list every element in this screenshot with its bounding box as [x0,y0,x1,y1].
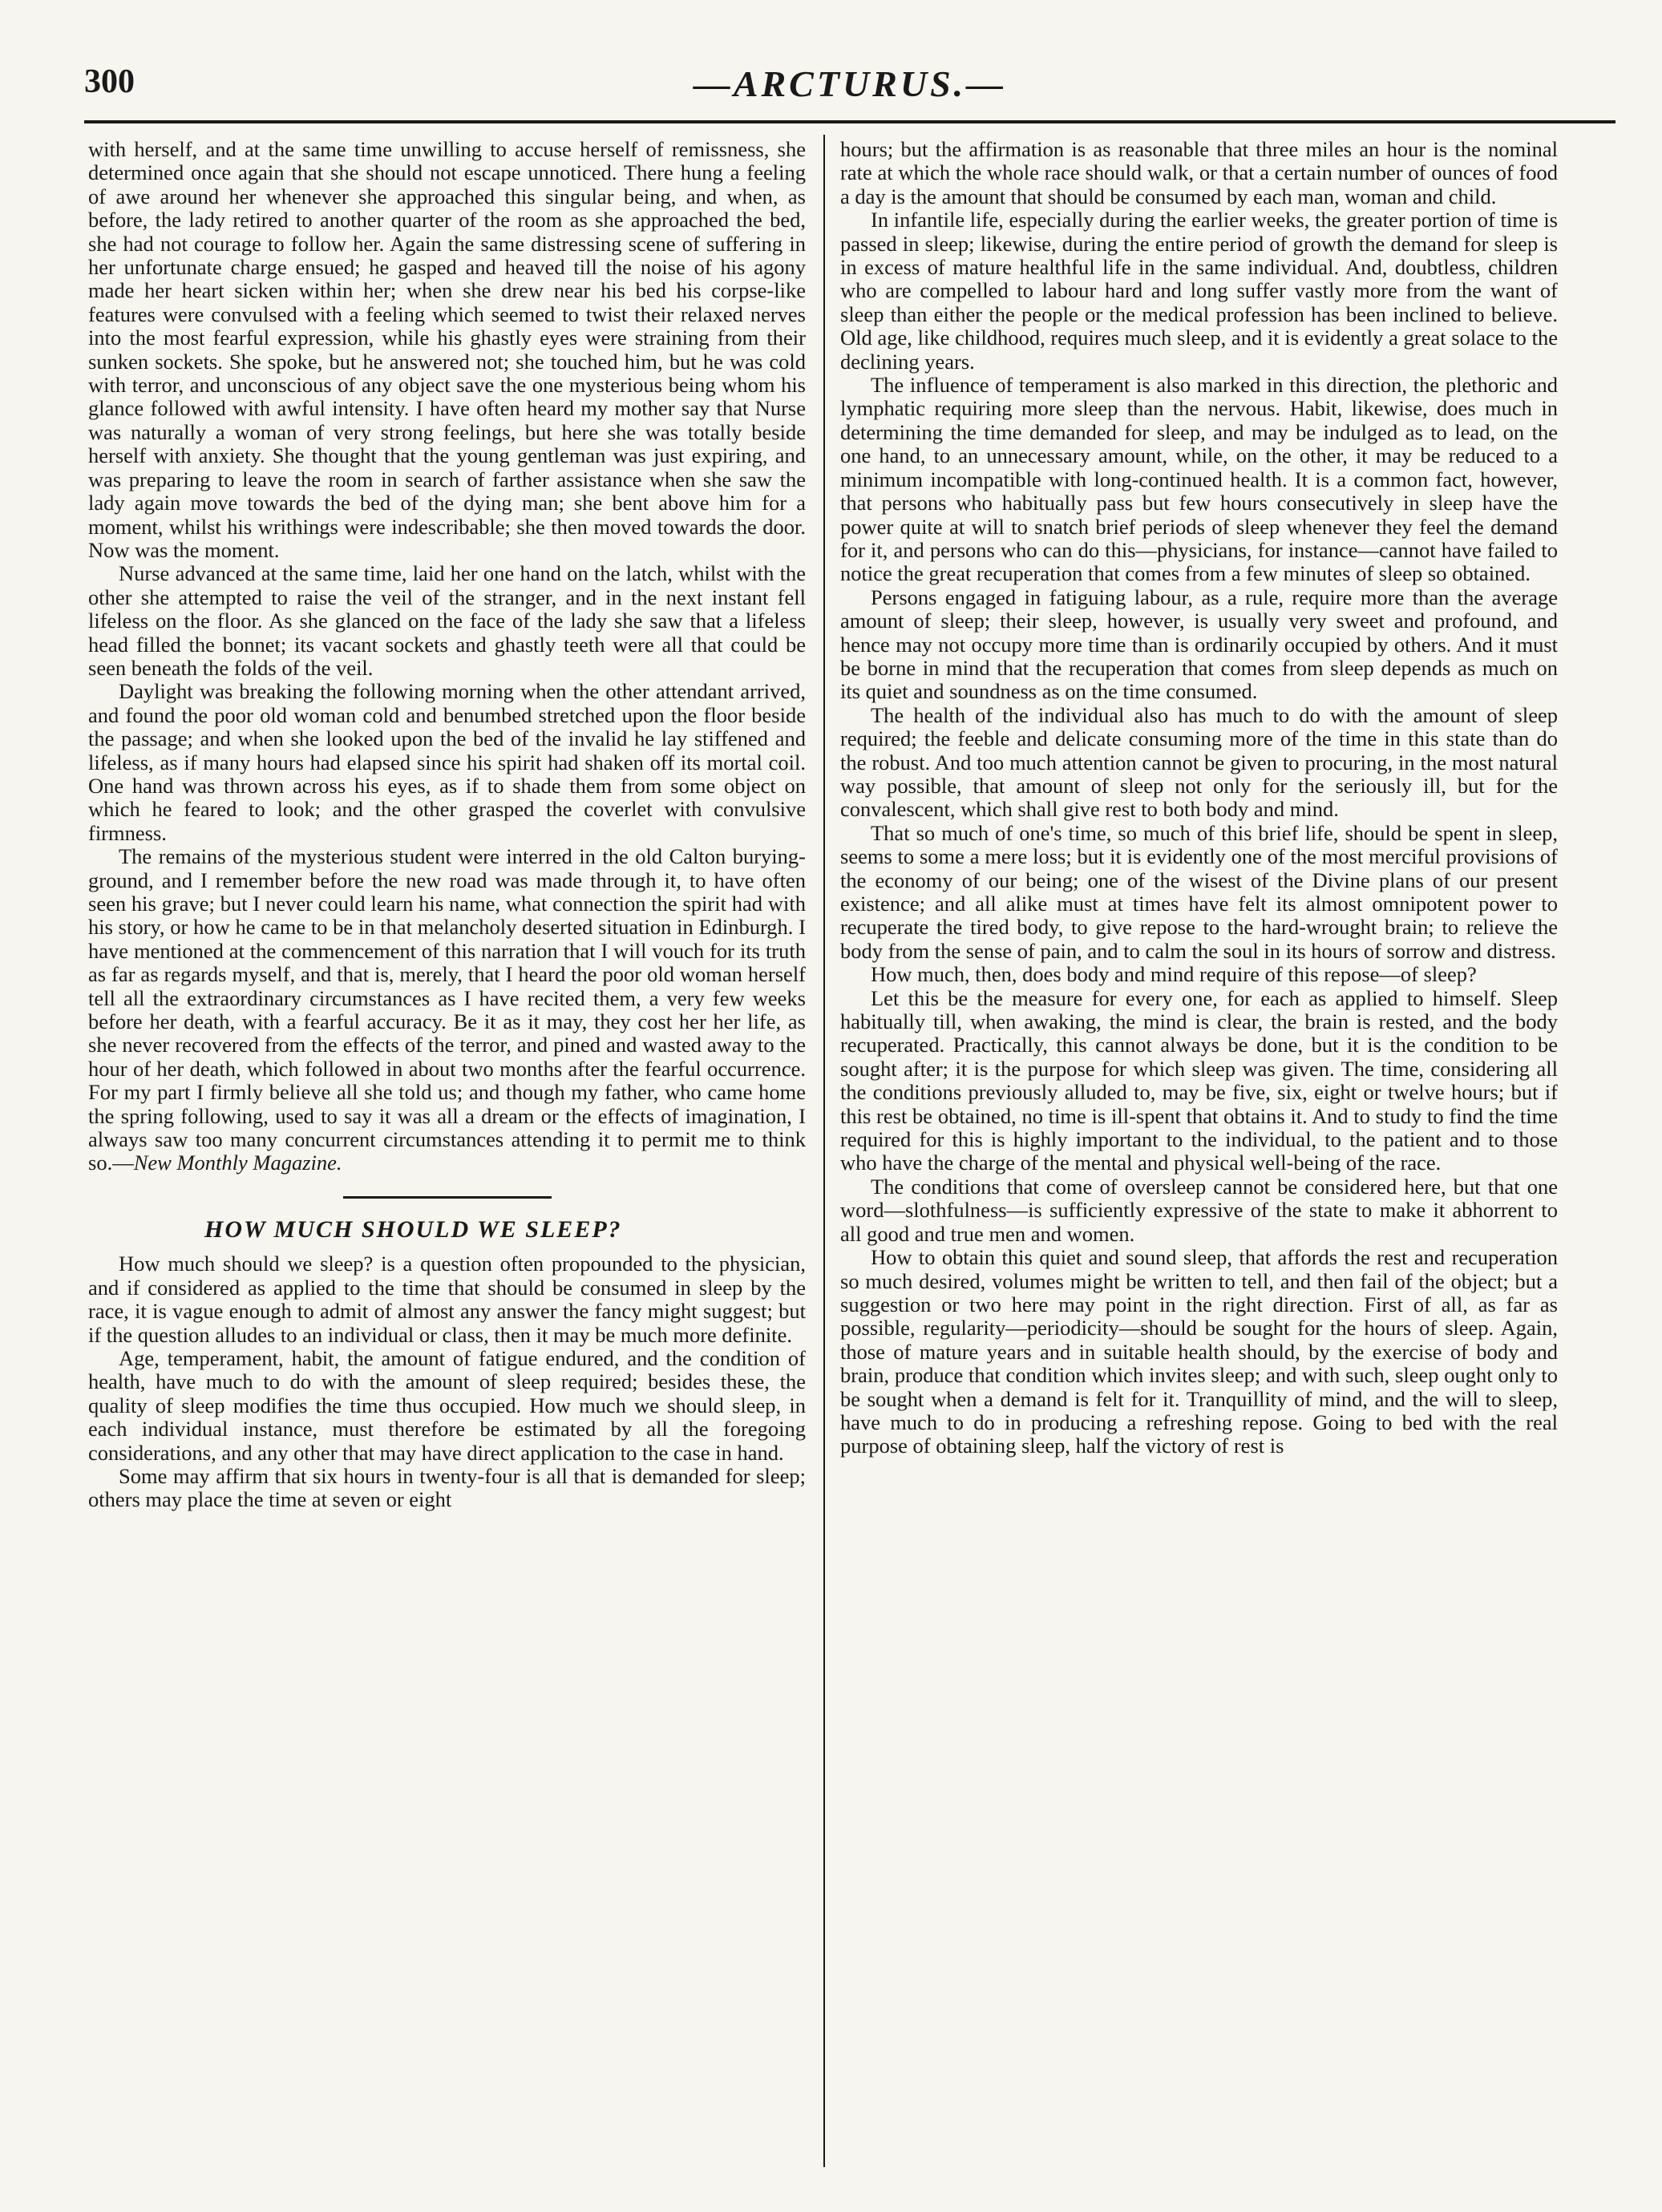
story-source: New Monthly Magazine. [133,1150,342,1175]
story-paragraph: with herself, and at the same time unwilling to accuse herself of remissness, she determined once again that she should not escape unnoticed. There hung a feeling of awe around her whenever she approached this singular being, and when, as before, the lady retired to another quarter of the room as she approached the bed, she had not courage to follow her. Again the same distressing scene of suffering in her unfortunate charge ensued; he gasped and heaved till the noise of his agony made her heart sicken within her; when she drew near his bed his corpse-like features were convulsed with a feeling which seemed to twist their relaxed nerves into the most fearful expression, while his ghastly eyes were straining from their sunken sockets. She spoke, but he answered not; she touched him, but he was cold with terror, and unconscious of any object save the one mysterious being whom his glance followed with awful intensity. I have often heard my mother say that Nurse was naturally a woman of very strong feelings, but here she was totally beside herself with anxiety. She thought that the young gentleman was just expiring, and was preparing to leave the room in search of farther assistance when she saw the lady again move towards the bed of the dying man; she bent above him for a moment, whilst his writhings were indescribable; she then moved towards the door. Now was the moment. [88,137,806,562]
left-column [88,138,806,1512]
story-paragraph-text: The remains of the mysterious student were interred in the old Calton burying-ground, and I remember before the new road was made through it, to have often seen his grave; but I never could learn his name, what connection the spirit had with his story, or how he came to be in that melancholy deserted situation in Edinburgh. I have mentioned at the commencement of this narration that I will vouch for its truth as far as regards myself, and that is, merely, that I heard the poor old woman herself tell all the extraordinary circumstances as I have recited them, a very few weeks before her death, with a fearful accuracy. Be it as it may, they cost her her life, as she never recovered from the effects of the terror, and pined and wasted away to the hour of her death, which followed in about two months after the fearful occurrence. For my part I firmly believe all she told us; and though my father, who came home the spring following, used to say it was all a dream or the effects of imagination, I always saw too many concurrent circumstances attending it to permit me to think so.— [88,844,806,1175]
essay-paragraph: How much should we sleep? is a question often propounded to the physician, and if considered as applied to the time that should be consumed in sleep by the race, it is vague enough to admit of almost any answer the fancy might suggest; but if the question alludes to an individual or class, then it may be much more definite. [88,1252,806,1347]
section-divider [343,1196,552,1199]
column-divider [823,135,825,2167]
essay-paragraph: Age, temperament, habit, the amount of fatigue endured, and the condition of health, have much to do with the amount of sleep required; besides these, the quality of sleep modifies the time thus occupied. How much we should sleep, in each individual instance, must therefore be estimated by all the foregoing considerations, and any other that may have direct application to the case in hand. [88,1345,806,1465]
page-number: 300 [84,63,135,100]
story-paragraph: Daylight was breaking the following morning when the other attendant arrived, and found the poor old woman cold and benumbed stretched upon the floor beside the passage; and when she looked upon the bed of the invalid he lay stiffened and lifeless, as if many hours had elapsed since his spirit had shaken off its mortal coil. One hand was thrown across his eyes, as if to shade them from some object on which he feared to look; and the other grasped the coverlet with convulsive firmness. [88,679,806,845]
right-column [840,138,1558,1458]
header-rule [84,120,1615,123]
running-head: —ARCTURUS.— [693,63,1007,104]
essay-paragraph: Some may affirm that six hours in twenty-four is all that is demanded for sleep; others may place the time at seven or eight [88,1463,806,1512]
essay-paragraph: The conditions that come of oversleep cannot be considered here, but that one word—slothfulness—is sufficiently expressive of the state to make it abhorrent to all good and true men and women. [840,1174,1558,1246]
essay-paragraph: How to obtain this quiet and sound sleep, that affords the rest and recuperation so much desired, volumes might be written to tell, and then fail of the object; but a suggestion or two here may point in the right direction. First of all, as far as possible, regularity—periodicity—should be sought for the hours of sleep. Again, those of mature years and in suitable health should, by the exercise of body and brain, produce that condition which invites sleep; and with such, sleep ought only to be sought when a demand is felt for it. Tranquillity of mind, and the will to sleep, have much to do in producing a refreshing repose. Going to bed with the real purpose of obtaining sleep, half the victory of rest is [840,1245,1558,1458]
essay-paragraph: Persons engaged in fatiguing labour, as a rule, require more than the average amount of sleep; their sleep, however, is usually very sweet and profound, and hence may not occupy more time than is ordinarily occupied by others. And it must be borne in mind that the recuperation that comes from sleep depends as much on its quiet and soundness as on the time consumed. [840,584,1558,704]
story-final-paragraph [88,845,806,1175]
essay-paragraph: The influence of temperament is also marked in this direction, the plethoric and lymphatic requiring more sleep than the nervous. Habit, likewise, does much in determining the time demanded for sleep, and may be indulged as to lead, on the one hand, to an unnecessary amount, while, on the other, it may be reduced to a minimum incompatible with long-continued health. It is a common fact, however, that persons who habitually pass but few hours consecutively in sleep have the power quite at will to snatch brief periods of sleep whenever they feel the demand for it, and persons who can do this—physicians, for instance—cannot have failed to notice the great recuperation that comes from a few minutes of sleep so obtained. [840,373,1558,586]
essay-paragraph: The health of the individual also has much to do with the amount of sleep required; the feeble and delicate consuming more of the time in this state than do the robust. And too much attention cannot be given to procuring, in the most natural way possible, that amount of sleep not only for the seriously ill, but for the convalescent, which shall give rest to both body and mind. [840,702,1558,822]
essay-paragraph: How much, then, does body and mind require of this repose—of sleep? [871,962,1477,987]
essay-paragraph: Let this be the measure for every one, for each as applied to himself. Sleep habitually till, when awaking, the mind is clear, the brain is rested, and the body recuperated. Practically, this cannot always be done, but it is the condition to be sought after; it is the purpose for which sleep was given. The time, considering all the conditions previously alluded to, may be five, six, eight or twelve hours; but if this rest be obtained, no time is ill-spent that obtains it. And to study to find the time required for this is highly important to the individual, to the patient and to those who have the charge of the mental and physical well-being of the race. [840,985,1558,1175]
section-title: HOW MUCH SHOULD WE SLEEP? [204,1215,622,1243]
essay-paragraph: hours; but the affirmation is as reasonable that three miles an hour is the nominal rate at which the whole race should walk, or that a certain number of ounces of food a day is the amount that should be consumed by each man, woman and child. [840,137,1558,208]
page-header [84,63,1615,111]
essay-paragraph: In infantile life, especially during the earlier weeks, the greater portion of time is passed in sleep; likewise, during the entire period of growth the demand for sleep is in excess of mature healthful life in the same individual. And, doubtless, children who are compelled to labour hard and long suffer vastly more from the want of sleep than either the people or the medical profession has been inclined to believe. Old age, like childhood, requires much sleep, and it is evidently a great solace to the declining years. [840,208,1558,374]
story-paragraph: Nurse advanced at the same time, laid her one hand on the latch, whilst with the other she attempted to raise the veil of the stranger, and in the next instant fell lifeless on the floor. As she glanced on the face of the lady she saw that a lifeless head filled the bonnet; its vacant sockets and ghastly teeth were all that could be seen beneath the folds of the veil. [88,561,806,680]
essay-paragraph: That so much of one's time, so much of this brief life, should be spent in sleep, seems to some a mere loss; but it is evidently one of the most merciful provisions of the economy of our being; one of the wisest of the Divine plans of our present existence; and all alike must at times have felt its almost omnipotent power to recuperate the tired body, to give repose to the hard-wrought brain; to relieve the body from the sense of pain, and to calm the soul in its hours of sorrow and distress. [840,820,1558,963]
